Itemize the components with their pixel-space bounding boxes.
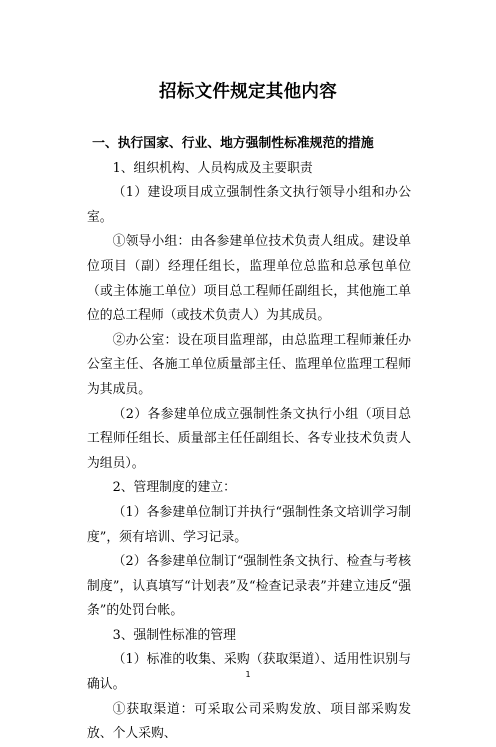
paragraph: 3、强制性标准的管理 [112, 627, 236, 643]
page-number: 1 [245, 670, 251, 679]
paragraph: （2）各参建单位制订“强制性条文执行、检查与考核制度”，认真填写“计划表”及“检查记录表”并建立违反“强条”的处罚台帐。 [87, 554, 411, 619]
paragraph: （1）建设项目成立强制性条文执行领导小组和办公室。 [87, 185, 411, 225]
document-body [87, 132, 411, 747]
paragraph: 1、组织机构、人员构成及主要职责 [112, 160, 313, 176]
paragraph: ①领导小组：由各参建单位技术负责人组成。建设单位项目（副）经理任组长，监理单位总监和总承包单位（或主体施工单位）项目总工程师任副组长，其他施工单位的总工程师（或技术负责人）为其成员。 [87, 234, 411, 324]
paragraph: ①获取渠道：可采取公司采购发放、项目部采购发放、个人采购、 [87, 701, 411, 742]
paragraph: （1）各参建单位制订并执行“强制性条文培训学习制度”，须有培训、学习记录。 [87, 504, 411, 545]
paragraph: （2）各参建单位成立强制性条文执行小组（项目总工程师任组长、质量部主任任副组长、各专业技术负责人为组员）。 [87, 406, 411, 471]
section-heading: 一、执行国家、行业、地方强制性标准规范的措施 [92, 136, 374, 151]
document-title: 招标文件规定其他内容 [159, 82, 337, 102]
paragraph: （1）标准的收集、采购（获取渠道）、适用性识别与确认。 [87, 652, 411, 693]
paragraph: ②办公室：设在项目监理部，由总监理工程师兼任办公室主任、各施工单位质量部主任、监理单位监理工程师为其成员。 [87, 332, 411, 397]
paragraph: 2、管理制度的建立： [112, 480, 236, 496]
